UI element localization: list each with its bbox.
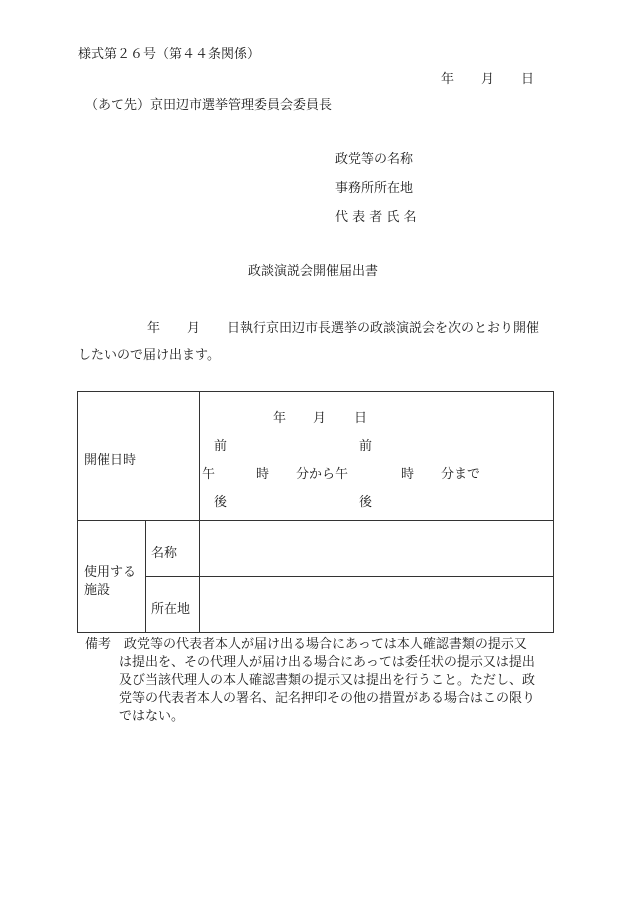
datetime-value-cell[interactable] <box>200 392 554 521</box>
facility-location-value-cell[interactable] <box>200 577 554 633</box>
facility-label-line1: 使用する <box>84 565 137 580</box>
form-number: 様式第２６号（第４４条関係） <box>78 47 261 62</box>
datetime-label: 開催日時 <box>84 453 137 468</box>
remarks-line-3: 及び当該代理人の本人確認書類の提示又は提出を行うこと。ただし、政 <box>119 673 536 688</box>
facility-label-cell <box>78 521 146 633</box>
hour-label-from: 時 <box>256 467 270 482</box>
remarks-line-4: 党等の代表者本人の署名、記名押印その他の措置がある場合はこの限り <box>119 691 536 706</box>
remarks-text-1: 政党等の代表者本人が届け出る場合にあっては本人確認書類の提示又 <box>124 637 527 652</box>
pm-label-to: 後 <box>359 495 373 510</box>
body-line1-rest: 日執行京田辺市長選挙の政談演説会を次のとおり開催 <box>227 321 540 336</box>
facility-label-line2: 施設 <box>84 583 111 598</box>
body-month: 月 <box>187 321 201 336</box>
am-label-from: 前 <box>214 439 228 454</box>
event-form-table <box>77 391 554 633</box>
header-date-day: 日 <box>521 72 535 87</box>
office-address-label: 事務所所在地 <box>335 181 414 196</box>
event-date-day: 日 <box>354 411 368 426</box>
event-date-year: 年 <box>273 411 287 426</box>
minute-from-label: 分から午 <box>296 467 349 482</box>
minute-to-label: 分まで <box>441 467 481 482</box>
pm-label-from: 後 <box>214 495 228 510</box>
addressee: （あて先）京田辺市選挙管理委員会委員長 <box>85 98 333 113</box>
body-year: 年 <box>147 321 161 336</box>
party-name-label: 政党等の名称 <box>335 152 414 167</box>
noon-label-from: 午 <box>202 467 216 482</box>
remarks-line-1 <box>85 636 560 654</box>
remarks-line-2: は提出を、その代理人が届け出る場合にあっては委任状の提示又は提出 <box>119 655 535 670</box>
event-date-month: 月 <box>313 411 327 426</box>
representative-name-label: 代 表 者 氏 名 <box>335 210 417 225</box>
document-title: 政談演説会開催届出書 <box>248 264 379 279</box>
header-date-year: 年 <box>441 72 455 87</box>
facility-name-label-cell <box>146 521 200 577</box>
header-date-month: 月 <box>481 72 495 87</box>
remarks-heading: 備考 <box>85 637 112 652</box>
hour-label-to: 時 <box>401 467 415 482</box>
datetime-label-cell <box>78 392 200 521</box>
body-line2: したいので届け出ます。 <box>78 348 220 363</box>
facility-location-label: 所在地 <box>151 602 191 617</box>
facility-location-label-cell <box>146 577 200 633</box>
facility-name-label: 名称 <box>151 546 178 561</box>
remarks-note <box>85 636 560 726</box>
am-label-to: 前 <box>359 439 373 454</box>
remarks-line-5: ではない。 <box>119 709 185 724</box>
facility-name-value-cell[interactable] <box>200 521 554 577</box>
